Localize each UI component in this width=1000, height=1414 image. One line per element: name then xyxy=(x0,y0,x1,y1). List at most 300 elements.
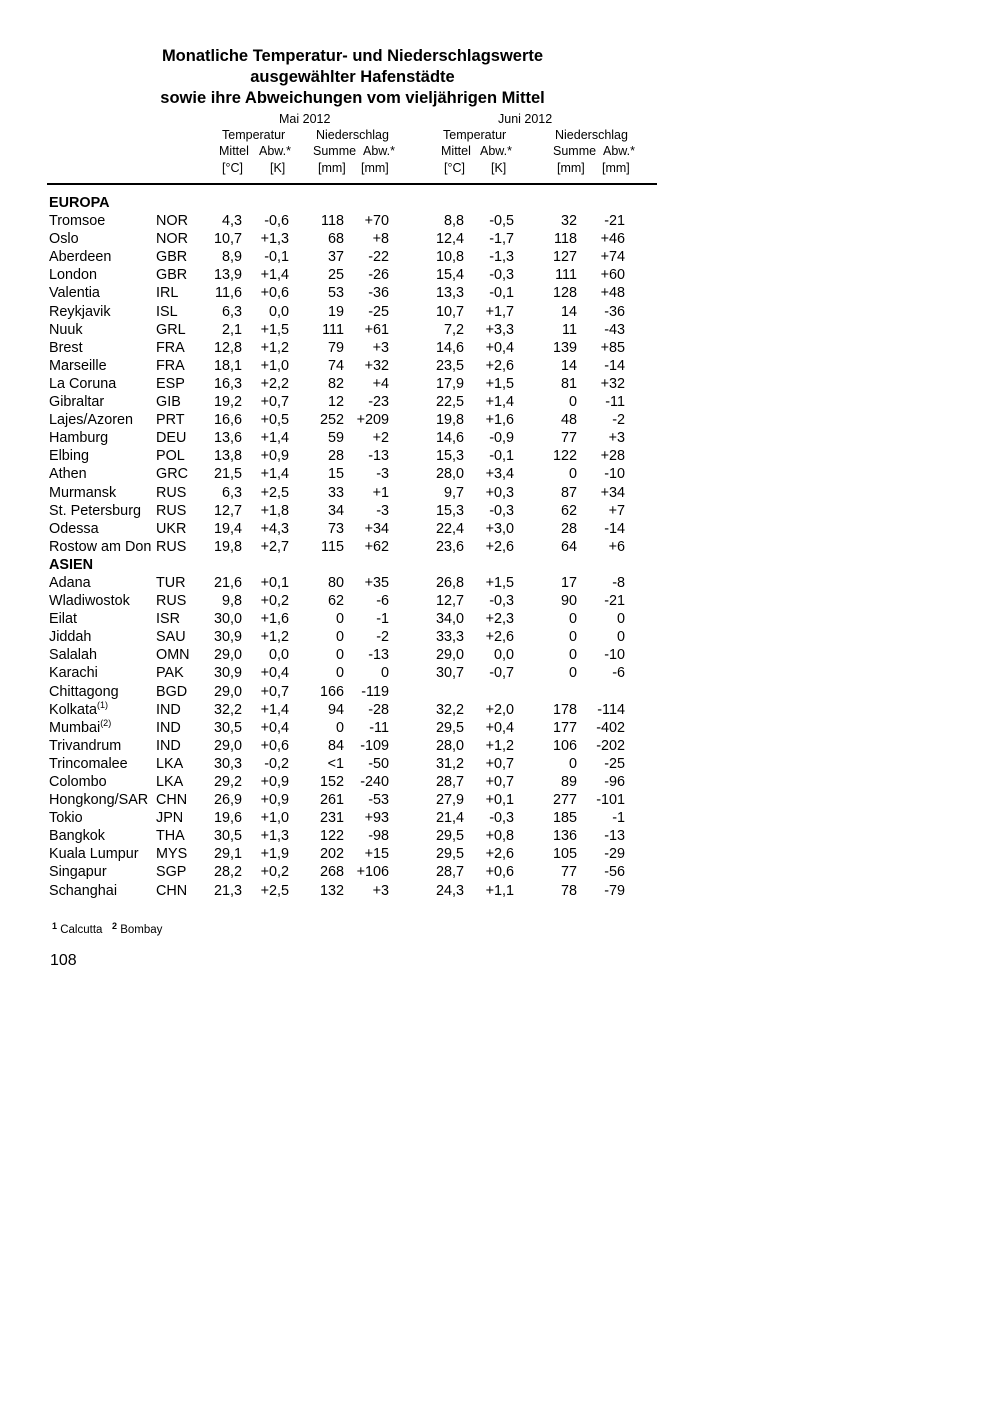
temp-mean-may: 2,1 xyxy=(221,321,242,338)
table-row xyxy=(0,701,680,719)
rain-sum-may: 33 xyxy=(327,484,344,501)
city-name xyxy=(49,230,79,248)
rain-sum-may: 231 xyxy=(319,810,344,827)
country-code: RUS xyxy=(156,502,187,519)
temp-mean-june: 10,8 xyxy=(435,249,464,266)
country-code: FRA xyxy=(156,357,185,374)
section-heading xyxy=(0,556,680,574)
rain-dev-june: -8 xyxy=(612,574,625,591)
table-row xyxy=(0,610,680,628)
city-name xyxy=(49,574,91,592)
city-label: Aberdeen xyxy=(49,249,112,266)
table-row xyxy=(0,266,680,284)
table-row xyxy=(0,447,680,465)
rain-dev-may: +8 xyxy=(372,231,389,248)
country-code: GBR xyxy=(156,267,188,284)
city-label: Murmansk xyxy=(49,484,117,501)
temp-dev-june: 0,0 xyxy=(493,647,514,664)
rain-dev-may: +106 xyxy=(356,864,389,881)
temp-dev-may: +0,6 xyxy=(260,737,289,754)
country-code: RUS xyxy=(156,484,187,501)
table-row xyxy=(0,393,680,411)
rain-sum-may: 73 xyxy=(327,520,344,537)
temp-mean-may: 19,8 xyxy=(213,538,242,555)
unit-mm-abw-may: [mm] xyxy=(361,161,389,175)
rain-sum-june: 127 xyxy=(552,249,577,266)
temp-mean-june: 12,7 xyxy=(435,593,464,610)
city-label: Kuala Lumpur xyxy=(49,846,139,863)
temp-dev-may: +1,2 xyxy=(260,629,289,646)
temp-mean-may: 13,8 xyxy=(213,448,242,465)
table-row xyxy=(0,791,680,809)
rain-sum-june: 185 xyxy=(552,810,577,827)
temp-dev-may: +2,5 xyxy=(260,882,289,899)
rain-dev-may: -26 xyxy=(368,267,389,284)
rain-sum-june: 122 xyxy=(552,448,577,465)
rain-sum-june: 62 xyxy=(560,502,577,519)
temp-dev-may: +1,5 xyxy=(260,321,289,338)
rain-dev-may: +35 xyxy=(364,574,389,591)
temp-mean-june: 8,8 xyxy=(443,213,464,230)
temp-mean-may: 19,4 xyxy=(213,520,242,537)
city-name xyxy=(49,266,97,284)
rain-dev-may: -11 xyxy=(369,719,389,736)
temp-dev-june: +0,8 xyxy=(485,828,514,845)
country-code: MYS xyxy=(156,846,188,863)
city-label: Jiddah xyxy=(49,629,92,646)
rain-dev-june: 0 xyxy=(616,611,625,628)
city-label: Hamburg xyxy=(49,430,109,447)
temp-mean-june: 15,3 xyxy=(435,448,464,465)
table-row xyxy=(0,284,680,302)
temp-mean-june: 32,2 xyxy=(435,701,464,718)
rain-dev-june: -14 xyxy=(604,357,625,374)
city-name xyxy=(49,592,130,610)
temp-dev-june: -0,9 xyxy=(489,430,514,447)
page-title xyxy=(50,46,655,109)
rain-dev-may: -109 xyxy=(360,737,389,754)
rain-dev-june: +46 xyxy=(600,231,625,248)
temp-mean-may: 26,9 xyxy=(213,792,242,809)
footnote-marker: (2) xyxy=(100,717,112,728)
rain-sum-june: 14 xyxy=(560,303,577,320)
temp-mean-may: 30,3 xyxy=(213,755,242,772)
temp-mean-may: 13,9 xyxy=(213,267,242,284)
rain-sum-june: 136 xyxy=(552,828,577,845)
temp-dev-may: 0,0 xyxy=(268,647,289,664)
table-row xyxy=(0,230,680,248)
rain-sum-may: 94 xyxy=(327,701,344,718)
country-code: IND xyxy=(156,719,181,736)
city-name xyxy=(49,755,128,773)
temp-dev-june: +2,6 xyxy=(485,357,514,374)
temp-mean-may: 21,5 xyxy=(213,466,242,483)
rain-sum-may: 252 xyxy=(319,412,344,429)
city-name xyxy=(49,628,91,646)
rain-dev-may: -119 xyxy=(361,683,389,700)
temp-mean-june: 21,4 xyxy=(435,810,464,827)
city-name xyxy=(49,773,107,791)
rain-sum-may: 34 xyxy=(327,502,344,519)
temp-mean-may: 4,3 xyxy=(221,213,242,230)
rain-dev-may: +93 xyxy=(364,810,389,827)
rain-sum-may: 0 xyxy=(335,719,344,736)
footnote-1-mark: 1 xyxy=(52,921,58,931)
temp-mean-may: 29,0 xyxy=(213,737,242,754)
rain-sum-may: 111 xyxy=(322,321,344,338)
country-code: IRL xyxy=(156,285,179,302)
page-number: 108 xyxy=(50,952,77,969)
header-abw-temp-may: Abw.* xyxy=(259,144,291,158)
city-name xyxy=(49,791,148,809)
temp-mean-may: 29,1 xyxy=(213,846,242,863)
temp-mean-may: 29,2 xyxy=(213,774,242,790)
city-name xyxy=(49,321,83,339)
temp-dev-june: +0,7 xyxy=(485,774,514,790)
city-label: Odessa xyxy=(49,520,99,537)
rain-sum-may: 74 xyxy=(327,357,344,374)
table-row xyxy=(0,827,680,845)
temp-mean-june: 33,3 xyxy=(435,629,464,646)
temp-dev-june: -0,3 xyxy=(489,593,514,610)
rain-dev-june: +60 xyxy=(600,267,625,284)
rain-dev-june: +34 xyxy=(600,484,625,501)
city-label: Mumbai xyxy=(49,719,101,736)
rain-dev-june: 0 xyxy=(616,629,625,646)
rain-sum-may: 12 xyxy=(327,394,344,411)
rain-dev-june: -402 xyxy=(596,719,625,736)
city-label: La Coruna xyxy=(49,375,117,392)
rain-dev-june: +85 xyxy=(600,339,625,356)
city-name xyxy=(49,827,105,845)
temp-mean-june: 34,0 xyxy=(435,611,464,628)
city-name xyxy=(49,610,77,628)
temp-mean-may: 18,1 xyxy=(213,357,242,374)
temp-dev-may: +1,4 xyxy=(260,267,289,284)
header-mittel-june: Mittel xyxy=(441,144,471,158)
city-name xyxy=(49,683,119,701)
country-code: IND xyxy=(156,737,181,754)
rain-dev-may: +61 xyxy=(364,321,389,338)
city-name xyxy=(49,882,117,900)
city-label: Valentia xyxy=(49,285,100,302)
city-label: Tokio xyxy=(49,810,83,827)
month-june: Juni 2012 xyxy=(498,112,553,126)
rain-sum-june: 64 xyxy=(560,538,577,555)
temp-dev-june: +2,6 xyxy=(485,538,514,555)
temp-mean-june: 15,4 xyxy=(435,267,464,284)
temp-mean-may: 8,9 xyxy=(221,249,242,266)
rain-dev-may: +3 xyxy=(372,882,389,899)
temp-mean-june: 28,7 xyxy=(435,864,464,881)
table-row xyxy=(0,664,680,682)
city-label: Oslo xyxy=(49,231,79,248)
temp-mean-may: 28,2 xyxy=(213,864,242,881)
temp-mean-june: 15,3 xyxy=(435,502,464,519)
temp-mean-june: 31,2 xyxy=(435,755,464,772)
temp-mean-may: 21,6 xyxy=(213,574,242,591)
rain-dev-may: -28 xyxy=(368,701,389,718)
temp-dev-may: +0,2 xyxy=(260,864,289,881)
temp-mean-june: 29,5 xyxy=(435,846,464,863)
country-code: BGD xyxy=(156,683,188,700)
rain-dev-june: +7 xyxy=(608,502,625,519)
temp-dev-june: +1,2 xyxy=(485,737,514,754)
temp-dev-may: +0,9 xyxy=(260,792,289,809)
temp-dev-june: +1,7 xyxy=(485,303,514,320)
rain-sum-june: 178 xyxy=(552,701,577,718)
city-name xyxy=(49,502,141,520)
temp-dev-may: -0,6 xyxy=(264,213,289,230)
rain-dev-may: -3 xyxy=(376,502,389,519)
rain-dev-may: -53 xyxy=(368,792,389,809)
temp-dev-june: +2,0 xyxy=(485,701,514,718)
temp-dev-june: -0,3 xyxy=(489,267,514,284)
temp-dev-may: +1,0 xyxy=(260,810,289,827)
temp-dev-may: +1,9 xyxy=(260,846,289,863)
temp-mean-may: 19,2 xyxy=(213,394,242,411)
rain-dev-june: +32 xyxy=(600,375,625,392)
rain-sum-may: 62 xyxy=(327,593,344,610)
city-label: Wladiwostok xyxy=(49,593,130,610)
city-name xyxy=(49,248,111,266)
header-niederschlag-may: Niederschlag xyxy=(316,128,389,142)
rain-sum-june: 90 xyxy=(560,593,577,610)
rain-sum-june: 139 xyxy=(552,339,577,356)
city-label: Elbing xyxy=(49,448,90,465)
rain-dev-june: +48 xyxy=(600,285,625,302)
temp-mean-june: 28,0 xyxy=(435,466,464,483)
country-code: POL xyxy=(156,448,185,465)
country-code: PRT xyxy=(156,412,185,429)
rain-sum-may: 79 xyxy=(327,339,344,356)
temp-dev-may: +1,4 xyxy=(260,430,289,447)
temp-dev-june: +0,3 xyxy=(485,484,514,501)
rain-dev-june: -10 xyxy=(604,466,625,483)
temp-mean-june: 14,6 xyxy=(435,339,464,356)
country-code: SAU xyxy=(156,629,186,646)
temp-mean-june: 29,5 xyxy=(435,719,464,736)
temp-mean-may: 30,5 xyxy=(213,828,242,845)
city-label: Hongkong/SAR xyxy=(49,792,149,809)
temp-mean-june: 22,4 xyxy=(435,520,464,537)
country-code: RUS xyxy=(156,538,187,555)
rain-dev-june: -10 xyxy=(604,647,625,664)
rain-sum-may: 19 xyxy=(327,303,344,320)
rain-dev-may: -98 xyxy=(368,828,389,845)
table-row xyxy=(0,719,680,737)
country-code: UKR xyxy=(156,520,187,537)
temp-dev-may: +2,5 xyxy=(260,484,289,501)
rain-sum-may: 261 xyxy=(319,792,344,809)
city-name xyxy=(49,520,99,538)
city-name xyxy=(49,429,108,447)
header-niederschlag-june: Niederschlag xyxy=(555,128,628,142)
temp-dev-may: +0,7 xyxy=(260,394,289,411)
rain-dev-june: -56 xyxy=(604,864,625,881)
rain-sum-june: 0 xyxy=(568,466,577,483)
city-name xyxy=(49,284,100,302)
table-row xyxy=(0,755,680,773)
temp-dev-may: -0,2 xyxy=(264,755,289,772)
temp-dev-may: +0,2 xyxy=(260,593,289,610)
country-code: IND xyxy=(156,701,181,718)
temp-mean-june: 28,7 xyxy=(435,774,464,790)
rain-sum-may: 268 xyxy=(319,864,344,881)
rain-dev-june: +3 xyxy=(608,430,625,447)
temp-mean-june: 17,9 xyxy=(435,375,464,392)
table-row xyxy=(0,845,680,863)
rain-sum-june: 77 xyxy=(560,864,577,881)
country-code: CHN xyxy=(156,882,188,899)
temp-mean-june: 13,3 xyxy=(435,285,464,302)
country-code: CHN xyxy=(156,792,188,809)
unit-k-may: [K] xyxy=(270,161,286,175)
country-code: PAK xyxy=(156,665,184,682)
table-row xyxy=(0,357,680,375)
header-temperatur-june: Temperatur xyxy=(443,128,507,142)
rain-sum-may: 132 xyxy=(319,882,344,899)
temp-dev-june: +3,4 xyxy=(485,466,514,483)
rain-sum-june: 0 xyxy=(568,647,577,664)
rain-dev-may: +1 xyxy=(372,484,389,501)
rain-dev-june: -14 xyxy=(604,520,625,537)
temp-dev-june: -1,3 xyxy=(489,249,514,266)
temp-dev-june: +1,1 xyxy=(485,882,514,899)
temp-mean-may: 11,6 xyxy=(215,285,242,302)
temp-dev-may: +0,5 xyxy=(260,412,289,429)
rain-dev-may: +4 xyxy=(372,375,389,392)
city-label: Marseille xyxy=(49,357,107,374)
table-row xyxy=(0,465,680,483)
section-name: ASIEN xyxy=(49,556,93,573)
temp-dev-june: +2,3 xyxy=(485,611,514,628)
temp-mean-may: 12,8 xyxy=(213,339,242,356)
rain-dev-may: -1 xyxy=(376,611,389,628)
temp-mean-may: 30,0 xyxy=(213,611,242,628)
temp-mean-may: 12,7 xyxy=(213,502,242,519)
country-code: TUR xyxy=(156,574,186,591)
temp-dev-may: +4,3 xyxy=(260,520,289,537)
rain-sum-may: 15 xyxy=(327,466,344,483)
city-name xyxy=(49,664,98,682)
footnotes xyxy=(52,921,162,936)
temp-dev-may: +0,1 xyxy=(260,574,289,591)
country-code: GBR xyxy=(156,249,188,266)
temp-dev-june: -0,1 xyxy=(489,285,514,302)
temp-dev-may: +1,4 xyxy=(260,466,289,483)
temp-mean-june: 29,0 xyxy=(435,647,464,664)
rain-dev-june: -21 xyxy=(604,593,625,610)
rain-dev-june: -79 xyxy=(604,882,625,899)
city-label: Lajes/Azoren xyxy=(49,412,133,429)
temp-mean-june: 29,5 xyxy=(435,828,464,845)
city-name xyxy=(49,411,133,429)
temp-dev-june: -0,1 xyxy=(489,448,514,465)
city-label: Colombo xyxy=(49,774,107,790)
unit-c-may: [°C] xyxy=(222,161,243,175)
country-code: SGP xyxy=(156,864,187,881)
temp-dev-may: +1,6 xyxy=(260,611,289,628)
city-label: Salalah xyxy=(49,647,98,664)
rain-dev-may: +15 xyxy=(364,846,389,863)
rain-dev-june: +6 xyxy=(608,538,625,555)
rain-sum-june: 177 xyxy=(552,719,577,736)
rain-dev-may: -25 xyxy=(368,303,389,320)
rain-dev-june: -13 xyxy=(604,828,625,845)
city-name xyxy=(49,339,83,357)
rain-sum-june: 32 xyxy=(560,213,577,230)
rain-dev-june: -96 xyxy=(604,774,625,790)
rain-dev-june: -202 xyxy=(596,737,625,754)
temp-mean-june: 9,7 xyxy=(443,484,464,501)
rain-dev-june: +74 xyxy=(600,249,625,266)
temp-mean-may: 6,3 xyxy=(221,303,242,320)
rain-dev-may: -13 xyxy=(368,647,389,664)
city-name xyxy=(49,538,151,556)
rain-dev-june: -114 xyxy=(597,701,625,718)
country-code: LKA xyxy=(156,755,184,772)
country-code: GRL xyxy=(156,321,186,338)
rain-dev-may: -2 xyxy=(376,629,389,646)
header-temperatur-may: Temperatur xyxy=(222,128,286,142)
rain-sum-june: 277 xyxy=(552,792,577,809)
city-label: Adana xyxy=(49,574,91,591)
rain-sum-may: 84 xyxy=(327,737,344,754)
rain-dev-may: +32 xyxy=(364,357,389,374)
temp-mean-june: 10,7 xyxy=(435,303,464,320)
city-label: Nuuk xyxy=(49,321,83,338)
rain-sum-june: 111 xyxy=(555,267,577,284)
rain-dev-june: -11 xyxy=(605,394,625,411)
rain-dev-june: -36 xyxy=(604,303,625,320)
rain-dev-june: +28 xyxy=(600,448,625,465)
title-line-1: Monatliche Temperatur- und Niederschlagswerte xyxy=(161,47,544,65)
city-name xyxy=(49,484,116,502)
temp-dev-june: +0,4 xyxy=(485,339,514,356)
temp-dev-may: +0,7 xyxy=(260,683,289,700)
rain-dev-may: -36 xyxy=(368,285,389,302)
rain-sum-may: 25 xyxy=(327,267,344,284)
rain-sum-june: 48 xyxy=(560,412,577,429)
temp-mean-may: 32,2 xyxy=(213,701,242,718)
temp-dev-june: -0,3 xyxy=(489,810,514,827)
temp-dev-may: +0,9 xyxy=(260,774,289,790)
country-code: OMN xyxy=(156,647,190,664)
rain-sum-may: 166 xyxy=(319,683,344,700)
temp-dev-may: -0,1 xyxy=(264,249,289,266)
table-row xyxy=(0,574,680,592)
city-name xyxy=(49,447,89,465)
temp-mean-may: 29,0 xyxy=(213,683,242,700)
rain-dev-may: +2 xyxy=(372,430,389,447)
city-label: London xyxy=(49,267,98,284)
unit-c-june: [°C] xyxy=(444,161,465,175)
table-row xyxy=(0,303,680,321)
rain-dev-june: -2 xyxy=(612,412,625,429)
rain-dev-may: -50 xyxy=(368,755,389,772)
unit-mm-sum-june: [mm] xyxy=(557,161,585,175)
rain-sum-june: 0 xyxy=(568,394,577,411)
table-row xyxy=(0,538,680,556)
country-code: DEU xyxy=(156,430,187,447)
temp-dev-june: +0,1 xyxy=(485,792,514,809)
rain-sum-may: 202 xyxy=(319,846,344,863)
temp-dev-may: +1,2 xyxy=(260,339,289,356)
rain-sum-june: 28 xyxy=(560,520,577,537)
temp-mean-june: 30,7 xyxy=(435,665,464,682)
temp-mean-may: 30,9 xyxy=(213,665,242,682)
